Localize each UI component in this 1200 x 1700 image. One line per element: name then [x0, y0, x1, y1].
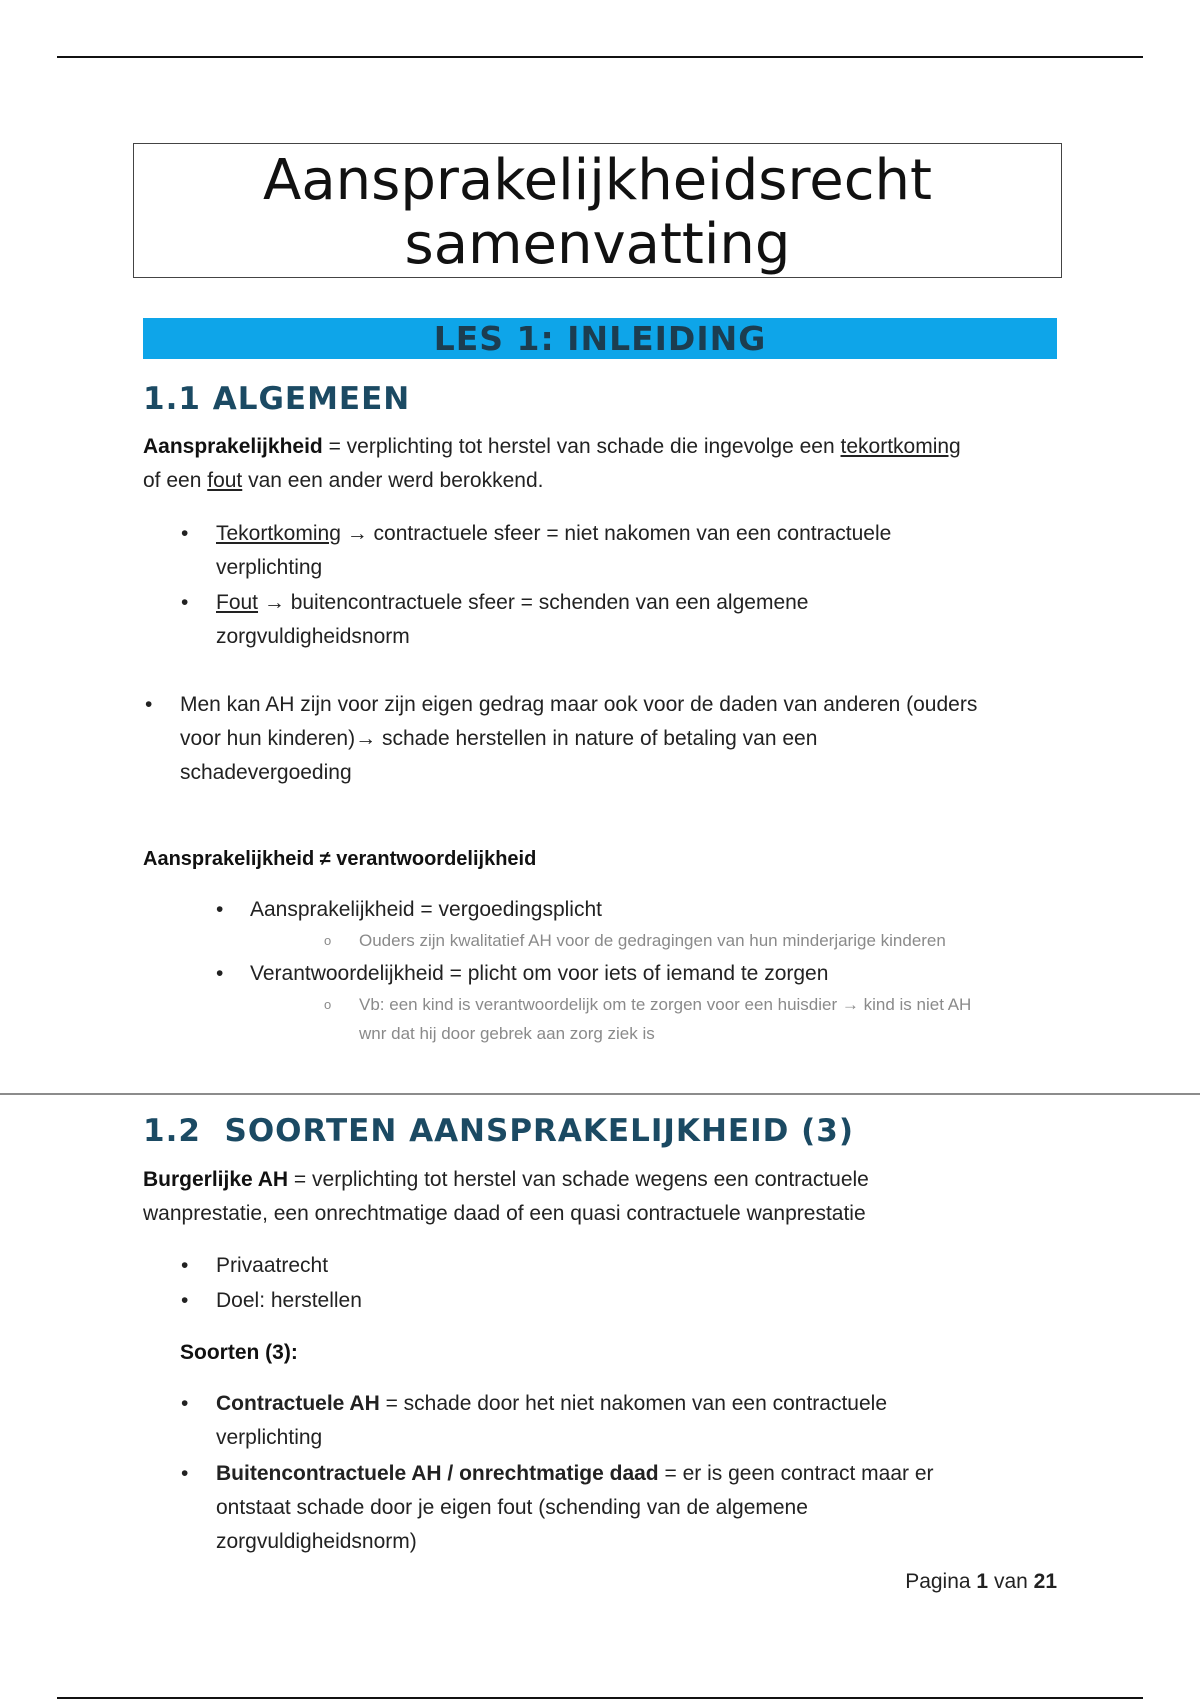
- soorten-label: Soorten (3):: [180, 1341, 298, 1364]
- list-item: • Doel: herstellen: [181, 1289, 362, 1312]
- heading-1-1: 1.1 ALGEMEEN: [143, 381, 411, 417]
- list-item: • Privaatrecht: [181, 1254, 329, 1277]
- heading-1-2: 1.2 SOORTEN AANSPRAKELIJKHEID (3): [143, 1113, 855, 1149]
- lesson-banner: LES 1: INLEIDING: [143, 318, 1057, 359]
- page-number: Pagina 1 van 21: [905, 1570, 1057, 1593]
- list-item: • Contractuele AH = schade door het niet nakomen van een contractuele verplichting: [181, 1392, 888, 1449]
- definition-burgerlijke-ah: Burgerlijke AH = verplichting tot herstel van schade wegens een contractuele wanprestatie, een onrechtmatige daad of een quasi contractuele wanprestatie: [143, 1168, 869, 1225]
- contrast-heading: Aansprakelijkheid ≠ verantwoordelijkheid: [143, 848, 537, 870]
- title-line-1: Aansprakelijkheidsrecht: [263, 148, 932, 213]
- title-line-2: samenvatting: [404, 212, 791, 277]
- page-separator: [0, 1093, 1200, 1095]
- definition-aansprakelijkheid: Aansprakelijkheid = verplichting tot herstel van schade die ingevolge een tekortkoming of een fout van een ander werd berokkend.: [143, 435, 961, 492]
- list-item: • Tekortkoming → contractuele sfeer = niet nakomen van een contractuele verplichting: [181, 522, 892, 579]
- list-item: • Verantwoordelijkheid = plicht om voor iets of iemand te zorgen: [216, 962, 829, 985]
- bottom-rule: [57, 1697, 1143, 1699]
- list-item: • Aansprakelijkheid = vergoedingsplicht: [216, 898, 602, 921]
- sub-item: o Ouders zijn kwalitatief AH voor de gedragingen van hun minderjarige kinderen: [324, 931, 946, 950]
- term: Aansprakelijkheid: [143, 435, 323, 458]
- document-title: [133, 143, 1062, 278]
- top-rule: [57, 56, 1143, 58]
- sub-item: o Vb: een kind is verantwoordelijk om te zorgen voor een huisdier → kind is niet AH wnr dat hij door gebrek aan zorg ziek is: [324, 995, 972, 1043]
- list-item: • Buitencontractuele AH / onrechtmatige daad = er is geen contract maar er ontstaat schade door je eigen fout (schending van de algemene zorgvuldigheidsnorm): [181, 1462, 934, 1553]
- list-item: • Fout → buitencontractuele sfeer = schenden van een algemene zorgvuldigheidsnorm: [181, 591, 809, 648]
- list-item: • Men kan AH zijn voor zijn eigen gedrag maar ook voor de daden van anderen (ouders voor hun kinderen)→ schade herstellen in nature of betaling van een schadevergoeding: [145, 693, 978, 784]
